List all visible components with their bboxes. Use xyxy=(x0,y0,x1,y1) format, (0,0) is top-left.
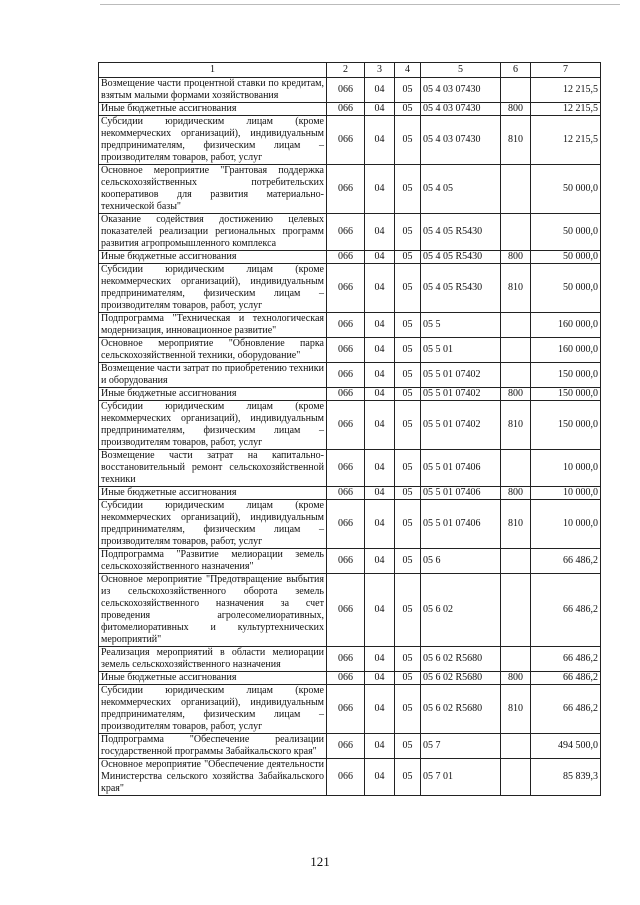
header-col-4: 4 xyxy=(395,63,421,78)
row-ministry-code: 066 xyxy=(327,574,365,647)
row-section-code: 04 xyxy=(365,401,395,450)
row-ministry-code: 066 xyxy=(327,214,365,251)
row-amount: 494 500,0 xyxy=(531,734,601,759)
row-subsection-code: 05 xyxy=(395,401,421,450)
row-name: Оказание содействия достижению целевых показателей реализации региональных программ развития агропромышленного комплекса xyxy=(99,214,327,251)
row-name: Подпрограмма "Обеспечение реализации государственной программы Забайкальского края" xyxy=(99,734,327,759)
row-amount: 10 000,0 xyxy=(531,487,601,500)
row-section-code: 04 xyxy=(365,500,395,549)
row-section-code: 04 xyxy=(365,103,395,116)
row-target-code: 05 5 01 07406 xyxy=(421,500,501,549)
row-amount: 150 000,0 xyxy=(531,388,601,401)
header-col-7: 7 xyxy=(531,63,601,78)
table-row xyxy=(99,549,601,574)
row-target-code: 05 7 01 xyxy=(421,759,501,796)
row-section-code: 04 xyxy=(365,450,395,487)
header-col-1: 1 xyxy=(99,63,327,78)
row-amount: 10 000,0 xyxy=(531,450,601,487)
row-expense-type xyxy=(501,734,531,759)
row-target-code: 05 6 02 R5680 xyxy=(421,672,501,685)
row-name: Основное мероприятие "Обеспечение деятельности Министерства сельского хозяйства Забайкальского края" xyxy=(99,759,327,796)
header-col-3: 3 xyxy=(365,63,395,78)
row-amount: 12 215,5 xyxy=(531,103,601,116)
row-section-code: 04 xyxy=(365,264,395,313)
header-col-5: 5 xyxy=(421,63,501,78)
table-row xyxy=(99,338,601,363)
row-name: Подпрограмма "Техническая и технологическая модернизация, инновационное развитие" xyxy=(99,313,327,338)
row-target-code: 05 6 02 xyxy=(421,574,501,647)
row-subsection-code: 05 xyxy=(395,487,421,500)
row-target-code: 05 4 05 R5430 xyxy=(421,251,501,264)
table-row xyxy=(99,450,601,487)
row-amount: 66 486,2 xyxy=(531,574,601,647)
row-section-code: 04 xyxy=(365,388,395,401)
row-name: Иные бюджетные ассигнования xyxy=(99,487,327,500)
table-row xyxy=(99,165,601,214)
row-name: Возмещение части затрат по приобретению техники и оборудования xyxy=(99,363,327,388)
table-row xyxy=(99,264,601,313)
row-section-code: 04 xyxy=(365,214,395,251)
row-name: Реализация мероприятий в области мелиорации земель сельскохозяйственного назначения xyxy=(99,647,327,672)
row-section-code: 04 xyxy=(365,487,395,500)
row-amount: 150 000,0 xyxy=(531,401,601,450)
row-amount: 50 000,0 xyxy=(531,165,601,214)
row-amount: 50 000,0 xyxy=(531,264,601,313)
table-row xyxy=(99,313,601,338)
row-ministry-code: 066 xyxy=(327,759,365,796)
table-row xyxy=(99,214,601,251)
row-subsection-code: 05 xyxy=(395,647,421,672)
row-amount: 12 215,5 xyxy=(531,116,601,165)
row-target-code: 05 6 xyxy=(421,549,501,574)
row-target-code: 05 4 03 07430 xyxy=(421,78,501,103)
row-expense-type xyxy=(501,363,531,388)
table-row xyxy=(99,388,601,401)
row-subsection-code: 05 xyxy=(395,116,421,165)
table-row xyxy=(99,574,601,647)
row-name: Субсидии юридическим лицам (кроме некоммерческих организаций), индивидуальным предпринимателям, физическим лицам – производителям товаров, работ, услуг xyxy=(99,116,327,165)
table-row xyxy=(99,251,601,264)
row-expense-type: 800 xyxy=(501,103,531,116)
row-ministry-code: 066 xyxy=(327,647,365,672)
row-ministry-code: 066 xyxy=(327,549,365,574)
row-amount: 50 000,0 xyxy=(531,214,601,251)
row-target-code: 05 5 01 07406 xyxy=(421,487,501,500)
row-expense-type: 810 xyxy=(501,500,531,549)
table-row xyxy=(99,116,601,165)
row-subsection-code: 05 xyxy=(395,313,421,338)
row-ministry-code: 066 xyxy=(327,165,365,214)
row-section-code: 04 xyxy=(365,165,395,214)
row-subsection-code: 05 xyxy=(395,672,421,685)
row-expense-type: 800 xyxy=(501,388,531,401)
row-name: Субсидии юридическим лицам (кроме некоммерческих организаций), индивидуальным предпринимателям, физическим лицам – производителям товаров, работ, услуг xyxy=(99,500,327,549)
row-target-code: 05 6 02 R5680 xyxy=(421,647,501,672)
row-section-code: 04 xyxy=(365,251,395,264)
row-amount: 85 839,3 xyxy=(531,759,601,796)
row-name: Основное мероприятие "Предотвращение выбытия из сельскохозяйственного оборота земель сельскохозяйственного назначения за счет проведения агролесомелиоративных, фитомелиоративных и культуртехнических мероприятий" xyxy=(99,574,327,647)
row-ministry-code: 066 xyxy=(327,116,365,165)
row-expense-type xyxy=(501,165,531,214)
row-subsection-code: 05 xyxy=(395,78,421,103)
row-section-code: 04 xyxy=(365,759,395,796)
row-expense-type xyxy=(501,759,531,796)
row-section-code: 04 xyxy=(365,313,395,338)
row-target-code: 05 4 05 R5430 xyxy=(421,264,501,313)
row-target-code: 05 5 01 07402 xyxy=(421,388,501,401)
row-ministry-code: 066 xyxy=(327,450,365,487)
row-expense-type xyxy=(501,78,531,103)
row-name: Субсидии юридическим лицам (кроме некоммерческих организаций), индивидуальным предпринимателям, физическим лицам – производителям товаров, работ, услуг xyxy=(99,401,327,450)
row-amount: 160 000,0 xyxy=(531,313,601,338)
row-ministry-code: 066 xyxy=(327,388,365,401)
table-row xyxy=(99,363,601,388)
row-expense-type xyxy=(501,647,531,672)
row-target-code: 05 6 02 R5680 xyxy=(421,685,501,734)
row-section-code: 04 xyxy=(365,685,395,734)
row-name: Иные бюджетные ассигнования xyxy=(99,103,327,116)
table-row xyxy=(99,487,601,500)
row-subsection-code: 05 xyxy=(395,264,421,313)
row-name: Субсидии юридическим лицам (кроме некоммерческих организаций), индивидуальным предпринимателям, физическим лицам – производителям товаров, работ, услуг xyxy=(99,264,327,313)
row-target-code: 05 4 05 xyxy=(421,165,501,214)
row-amount: 12 215,5 xyxy=(531,78,601,103)
row-name: Субсидии юридическим лицам (кроме некоммерческих организаций), индивидуальным предпринимателям, физическим лицам – производителям товаров, работ, услуг xyxy=(99,685,327,734)
table-row xyxy=(99,401,601,450)
row-subsection-code: 05 xyxy=(395,103,421,116)
row-target-code: 05 5 xyxy=(421,313,501,338)
row-ministry-code: 066 xyxy=(327,672,365,685)
row-target-code: 05 4 05 R5430 xyxy=(421,214,501,251)
row-ministry-code: 066 xyxy=(327,363,365,388)
row-subsection-code: 05 xyxy=(395,759,421,796)
row-expense-type: 800 xyxy=(501,251,531,264)
row-subsection-code: 05 xyxy=(395,251,421,264)
row-expense-type xyxy=(501,574,531,647)
row-name: Иные бюджетные ассигнования xyxy=(99,251,327,264)
row-ministry-code: 066 xyxy=(327,251,365,264)
row-ministry-code: 066 xyxy=(327,487,365,500)
row-subsection-code: 05 xyxy=(395,685,421,734)
row-expense-type: 810 xyxy=(501,116,531,165)
row-ministry-code: 066 xyxy=(327,401,365,450)
row-subsection-code: 05 xyxy=(395,388,421,401)
row-section-code: 04 xyxy=(365,549,395,574)
row-subsection-code: 05 xyxy=(395,165,421,214)
row-ministry-code: 066 xyxy=(327,685,365,734)
row-expense-type: 810 xyxy=(501,401,531,450)
row-ministry-code: 066 xyxy=(327,103,365,116)
row-section-code: 04 xyxy=(365,672,395,685)
table-row xyxy=(99,500,601,549)
row-amount: 150 000,0 xyxy=(531,363,601,388)
row-name: Иные бюджетные ассигнования xyxy=(99,672,327,685)
row-subsection-code: 05 xyxy=(395,450,421,487)
row-name: Основное мероприятие "Грантовая поддержка сельскохозяйственных потребительских кооперативов для развития материально-технической базы" xyxy=(99,165,327,214)
row-subsection-code: 05 xyxy=(395,500,421,549)
table-row xyxy=(99,734,601,759)
row-name: Возмещение части процентной ставки по кредитам, взятым малыми формами хозяйствования xyxy=(99,78,327,103)
row-expense-type: 810 xyxy=(501,264,531,313)
row-expense-type xyxy=(501,450,531,487)
scan-edge-line xyxy=(100,4,620,5)
row-section-code: 04 xyxy=(365,116,395,165)
row-ministry-code: 066 xyxy=(327,500,365,549)
row-ministry-code: 066 xyxy=(327,313,365,338)
header-row xyxy=(99,63,601,78)
row-amount: 66 486,2 xyxy=(531,549,601,574)
row-expense-type xyxy=(501,549,531,574)
row-ministry-code: 066 xyxy=(327,338,365,363)
table-row xyxy=(99,103,601,116)
row-expense-type xyxy=(501,214,531,251)
row-target-code: 05 4 03 07430 xyxy=(421,103,501,116)
table-row xyxy=(99,685,601,734)
row-target-code: 05 5 01 07402 xyxy=(421,401,501,450)
row-subsection-code: 05 xyxy=(395,363,421,388)
header-col-2: 2 xyxy=(327,63,365,78)
row-target-code: 05 5 01 xyxy=(421,338,501,363)
row-amount: 160 000,0 xyxy=(531,338,601,363)
row-amount: 66 486,2 xyxy=(531,647,601,672)
row-name: Подпрограмма "Развитие мелиорации земель сельскохозяйственного назначения" xyxy=(99,549,327,574)
row-expense-type: 800 xyxy=(501,487,531,500)
row-amount: 10 000,0 xyxy=(531,500,601,549)
page-number: 121 xyxy=(310,854,330,869)
row-section-code: 04 xyxy=(365,647,395,672)
row-expense-type xyxy=(501,338,531,363)
row-section-code: 04 xyxy=(365,363,395,388)
row-expense-type xyxy=(501,313,531,338)
table-row xyxy=(99,78,601,103)
row-name: Иные бюджетные ассигнования xyxy=(99,388,327,401)
row-subsection-code: 05 xyxy=(395,734,421,759)
row-name: Возмещение части затрат на капитально-восстановительный ремонт сельскохозяйственной техники xyxy=(99,450,327,487)
row-expense-type: 800 xyxy=(501,672,531,685)
row-name: Основное мероприятие "Обновление парка сельскохозяйственной техники, оборудование" xyxy=(99,338,327,363)
row-target-code: 05 5 01 07406 xyxy=(421,450,501,487)
row-amount: 66 486,2 xyxy=(531,672,601,685)
row-section-code: 04 xyxy=(365,574,395,647)
row-subsection-code: 05 xyxy=(395,214,421,251)
row-target-code: 05 5 01 07402 xyxy=(421,363,501,388)
row-ministry-code: 066 xyxy=(327,734,365,759)
row-section-code: 04 xyxy=(365,78,395,103)
row-amount: 50 000,0 xyxy=(531,251,601,264)
row-section-code: 04 xyxy=(365,734,395,759)
row-subsection-code: 05 xyxy=(395,574,421,647)
row-section-code: 04 xyxy=(365,338,395,363)
row-ministry-code: 066 xyxy=(327,78,365,103)
row-subsection-code: 05 xyxy=(395,338,421,363)
row-target-code: 05 4 03 07430 xyxy=(421,116,501,165)
row-expense-type: 810 xyxy=(501,685,531,734)
table-row xyxy=(99,759,601,796)
row-target-code: 05 7 xyxy=(421,734,501,759)
table-row xyxy=(99,672,601,685)
table-row xyxy=(99,647,601,672)
row-amount: 66 486,2 xyxy=(531,685,601,734)
header-col-6: 6 xyxy=(501,63,531,78)
budget-table xyxy=(98,62,601,796)
table-body xyxy=(99,78,601,796)
row-subsection-code: 05 xyxy=(395,549,421,574)
row-ministry-code: 066 xyxy=(327,264,365,313)
